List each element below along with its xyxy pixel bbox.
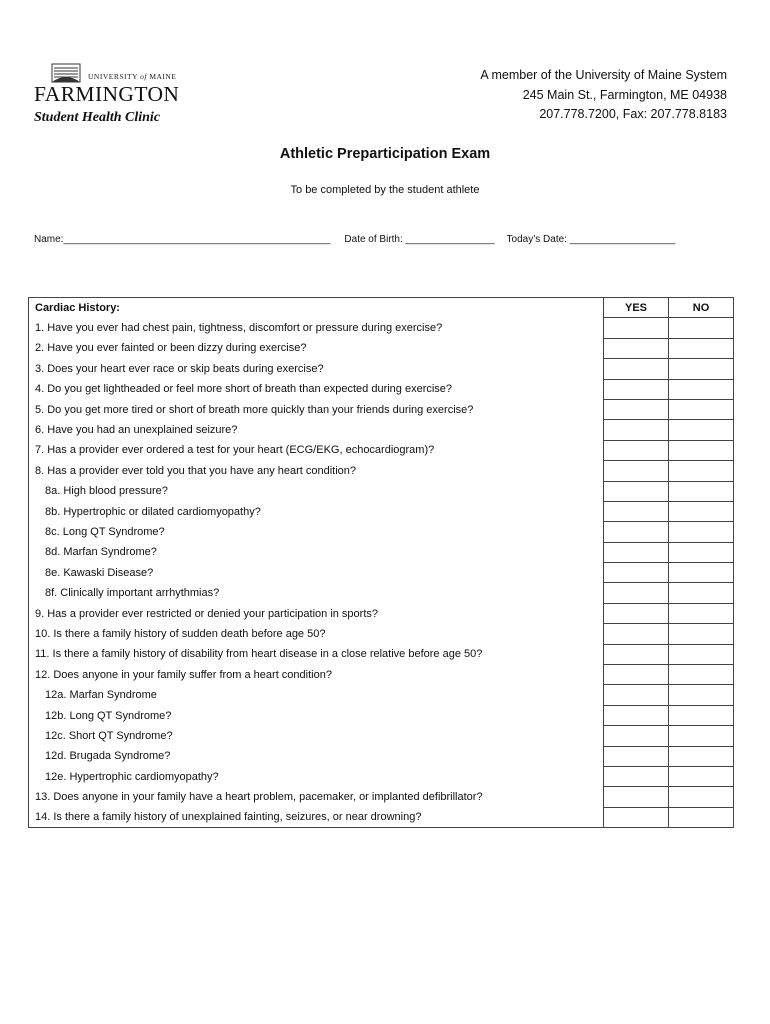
table-row [29, 440, 734, 460]
question-text: 5. Do you get more tired or short of breath more quickly than your friends during exercise? [29, 399, 604, 419]
question-text: 2. Have you ever fainted or been dizzy during exercise? [29, 338, 604, 358]
no-answer-cell[interactable] [669, 501, 734, 521]
table-row [29, 481, 734, 501]
question-text: 6. Have you had an unexplained seizure? [29, 420, 604, 440]
table-row [29, 665, 734, 685]
no-answer-cell[interactable] [669, 542, 734, 562]
table-row [29, 563, 734, 583]
table-row [29, 359, 734, 379]
no-answer-cell[interactable] [669, 399, 734, 419]
yes-answer-cell[interactable] [604, 583, 669, 603]
no-answer-cell[interactable] [669, 665, 734, 685]
no-answer-cell[interactable] [669, 440, 734, 460]
no-answer-cell[interactable] [669, 726, 734, 746]
section-label: Cardiac History: [29, 298, 604, 318]
no-answer-cell[interactable] [669, 644, 734, 664]
question-text: 4. Do you get lightheaded or feel more short of breath than expected during exercise? [29, 379, 604, 399]
date-of-birth-field[interactable]: Date of Birth: ________________ [344, 234, 495, 245]
question-text: 1. Have you ever had chest pain, tightness, discomfort or pressure during exercise? [29, 318, 604, 338]
table-row [29, 705, 734, 725]
cardiac-history-table [28, 297, 734, 828]
question-text: 10. Is there a family history of sudden death before age 50? [29, 624, 604, 644]
question-text: 8e. Kawaski Disease? [29, 563, 604, 583]
yes-answer-cell[interactable] [604, 726, 669, 746]
university-logo [34, 62, 194, 132]
form-subtitle: To be completed by the student athlete [290, 184, 480, 196]
yes-answer-cell[interactable] [604, 379, 669, 399]
no-answer-cell[interactable] [669, 461, 734, 481]
no-answer-cell[interactable] [669, 563, 734, 583]
no-answer-cell[interactable] [669, 766, 734, 786]
no-answer-cell[interactable] [669, 583, 734, 603]
patient-info-fields [34, 234, 675, 245]
yes-answer-cell[interactable] [604, 440, 669, 460]
question-text: 14. Is there a family history of unexplained fainting, seizures, or near drowning? [29, 807, 604, 827]
table-row [29, 522, 734, 542]
no-answer-cell[interactable] [669, 379, 734, 399]
yes-answer-cell[interactable] [604, 807, 669, 827]
table-row [29, 685, 734, 705]
yes-answer-cell[interactable] [604, 522, 669, 542]
table-row [29, 542, 734, 562]
no-answer-cell[interactable] [669, 481, 734, 501]
logo-farmington-text: FARMINGTON [34, 82, 180, 106]
no-column-header: NO [669, 298, 734, 318]
table-row [29, 399, 734, 419]
table-row [29, 787, 734, 807]
no-answer-cell[interactable] [669, 359, 734, 379]
yes-answer-cell[interactable] [604, 542, 669, 562]
todays-date-field[interactable]: Today’s Date: ___________________ [506, 234, 676, 245]
yes-column-header: YES [604, 298, 669, 318]
no-answer-cell[interactable] [669, 807, 734, 827]
question-text: 8b. Hypertrophic or dilated cardiomyopathy? [29, 501, 604, 521]
table-row [29, 338, 734, 358]
question-text: 12e. Hypertrophic cardiomyopathy? [29, 766, 604, 786]
yes-answer-cell[interactable] [604, 420, 669, 440]
no-answer-cell[interactable] [669, 318, 734, 338]
question-text: 12b. Long QT Syndrome? [29, 705, 604, 725]
no-answer-cell[interactable] [669, 338, 734, 358]
table-row [29, 379, 734, 399]
no-answer-cell[interactable] [669, 705, 734, 725]
question-text: 7. Has a provider ever ordered a test for your heart (ECG/EKG, echocardiogram)? [29, 440, 604, 460]
question-text: 8d. Marfan Syndrome? [29, 542, 604, 562]
no-answer-cell[interactable] [669, 746, 734, 766]
question-text: 9. Has a provider ever restricted or denied your participation in sports? [29, 603, 604, 623]
yes-answer-cell[interactable] [604, 685, 669, 705]
question-text: 13. Does anyone in your family have a heart problem, pacemaker, or implanted defibrillator? [29, 787, 604, 807]
table-row [29, 766, 734, 786]
yes-answer-cell[interactable] [604, 787, 669, 807]
question-text: 12d. Brugada Syndrome? [29, 746, 604, 766]
clinic-name: Student Health Clinic [34, 110, 161, 125]
no-answer-cell[interactable] [669, 787, 734, 807]
table-header-row [29, 298, 734, 318]
yes-answer-cell[interactable] [604, 481, 669, 501]
yes-answer-cell[interactable] [604, 644, 669, 664]
table-row [29, 318, 734, 338]
yes-answer-cell[interactable] [604, 624, 669, 644]
yes-answer-cell[interactable] [604, 461, 669, 481]
question-text: 3. Does your heart ever race or skip beats during exercise? [29, 359, 604, 379]
question-text: 11. Is there a family history of disability from heart disease in a close relative before age 50? [29, 644, 604, 664]
table-row [29, 644, 734, 664]
no-answer-cell[interactable] [669, 624, 734, 644]
no-answer-cell[interactable] [669, 603, 734, 623]
table-row [29, 420, 734, 440]
org-phone-fax: 207.778.7200, Fax: 207.778.8183 [539, 107, 727, 121]
organization-address [480, 66, 727, 125]
yes-answer-cell[interactable] [604, 563, 669, 583]
sunburst-logo-icon [48, 62, 84, 84]
no-answer-cell[interactable] [669, 685, 734, 705]
table-row [29, 726, 734, 746]
yes-answer-cell[interactable] [604, 318, 669, 338]
question-text: 8. Has a provider ever told you that you have any heart condition? [29, 461, 604, 481]
no-answer-cell[interactable] [669, 522, 734, 542]
yes-answer-cell[interactable] [604, 338, 669, 358]
question-text: 8c. Long QT Syndrome? [29, 522, 604, 542]
question-text: 8a. High blood pressure? [29, 481, 604, 501]
org-street-address: 245 Main St., Farmington, ME 04938 [522, 87, 727, 102]
table-row [29, 583, 734, 603]
question-text: 12c. Short QT Syndrome? [29, 726, 604, 746]
table-row [29, 603, 734, 623]
org-membership: A member of the University of Maine System [480, 68, 727, 82]
table-row [29, 746, 734, 766]
yes-answer-cell[interactable] [604, 705, 669, 725]
logo-university-text: UNIVERSITY of MAINE [88, 72, 177, 81]
table-row [29, 461, 734, 481]
form-title: Athletic Preparticipation Exam [279, 146, 491, 162]
table-row [29, 807, 734, 827]
yes-answer-cell[interactable] [604, 501, 669, 521]
yes-answer-cell[interactable] [604, 603, 669, 623]
yes-answer-cell[interactable] [604, 766, 669, 786]
table-row [29, 501, 734, 521]
no-answer-cell[interactable] [669, 420, 734, 440]
question-text: 12. Does anyone in your family suffer from a heart condition? [29, 665, 604, 685]
table-row [29, 624, 734, 644]
question-text: 12a. Marfan Syndrome [29, 685, 604, 705]
name-field[interactable]: Name:________________________________________________ [34, 234, 331, 245]
yes-answer-cell[interactable] [604, 359, 669, 379]
question-text: 8f. Clinically important arrhythmias? [29, 583, 604, 603]
yes-answer-cell[interactable] [604, 399, 669, 419]
yes-answer-cell[interactable] [604, 665, 669, 685]
yes-answer-cell[interactable] [604, 746, 669, 766]
